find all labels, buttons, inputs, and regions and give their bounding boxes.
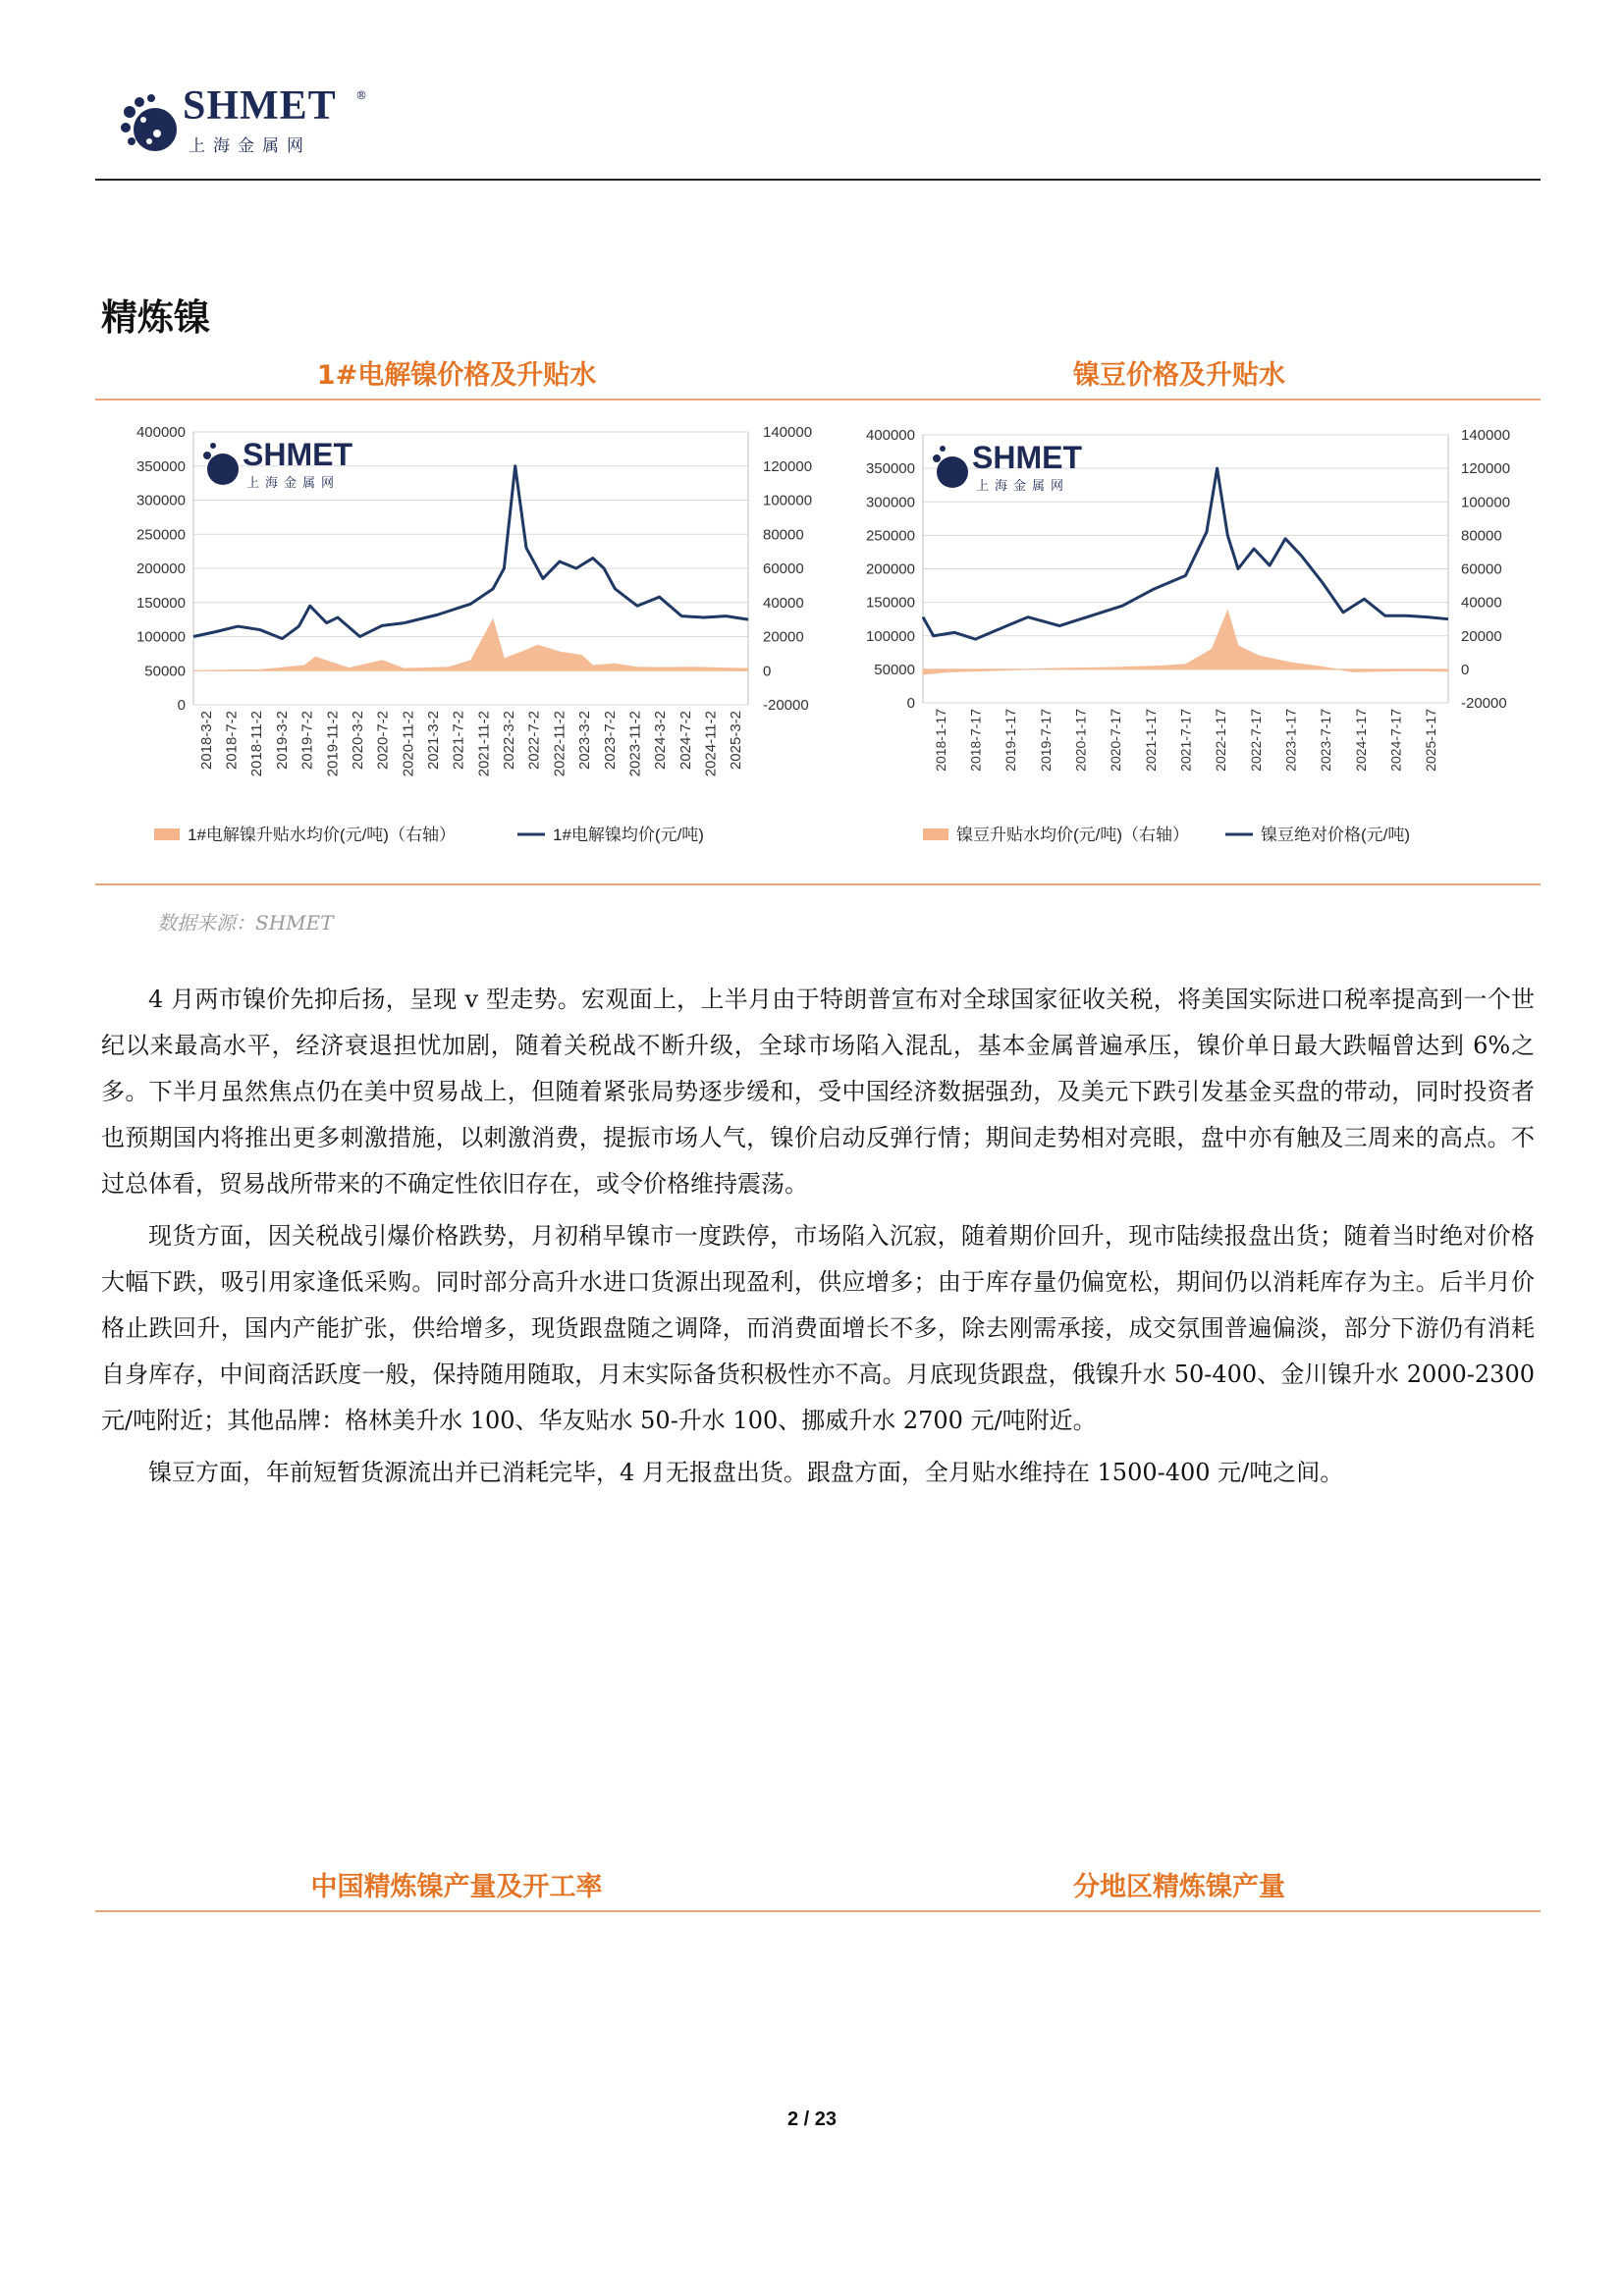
x-tick-label: 2018-11-2 bbox=[248, 711, 266, 777]
chart-electrolytic-nickel bbox=[95, 410, 851, 857]
y-left-tick-label: 300000 bbox=[865, 494, 915, 511]
y-right-tick-label: 60000 bbox=[1461, 561, 1502, 578]
y-left-tick-label: 0 bbox=[177, 697, 186, 714]
x-tick-label: 2019-11-2 bbox=[324, 711, 342, 777]
x-tick-label: 2020-3-2 bbox=[349, 711, 366, 771]
logo-registered: ® bbox=[355, 88, 367, 102]
x-tick-label: 2024-3-2 bbox=[652, 711, 670, 771]
x-tick-label: 2021-7-2 bbox=[450, 711, 467, 771]
x-tick-label: 2024-7-17 bbox=[1387, 709, 1404, 772]
x-tick-label: 2021-11-2 bbox=[475, 711, 493, 777]
x-tick-label: 2021-1-17 bbox=[1142, 709, 1159, 772]
chart-bottom-rule bbox=[95, 883, 1541, 885]
x-tick-label: 2022-3-2 bbox=[501, 711, 518, 771]
chart-title-regional: 分地区精炼镍产量 bbox=[1073, 1872, 1285, 1902]
x-tick-label: 2018-7-17 bbox=[967, 709, 984, 772]
paragraph-3: 镍豆方面，年前短暂货源流出并已消耗完毕，4 月无报盘出货。跟盘方面，全月贴水维持在 1500-400 元/吨之间。 bbox=[148, 1459, 1344, 1486]
watermark-subtext: 上海金属网 bbox=[976, 478, 1070, 493]
x-tick-label: 2019-3-2 bbox=[273, 711, 291, 771]
x-tick-label: 2024-11-2 bbox=[702, 711, 720, 777]
legend bbox=[154, 826, 704, 844]
y-left-tick-label: 400000 bbox=[865, 427, 915, 444]
x-tick-label: 2022-7-2 bbox=[525, 711, 543, 771]
y-left-tick-label: 200000 bbox=[135, 561, 186, 577]
legend bbox=[923, 826, 1410, 844]
watermark-dot bbox=[940, 446, 946, 452]
logo-dots-icon bbox=[118, 90, 187, 159]
watermark-dot bbox=[203, 452, 211, 459]
y-left-tick-label: 150000 bbox=[135, 594, 186, 612]
chart-nickel-beans bbox=[854, 410, 1542, 857]
watermark-logo-icon bbox=[937, 456, 968, 488]
series-premium-area bbox=[193, 619, 748, 670]
y-right-tick-label: 0 bbox=[763, 663, 772, 680]
legend-label: 镍豆升贴水均价(元/吨)（右轴） bbox=[956, 826, 1190, 844]
y-left-tick-label: 200000 bbox=[865, 561, 915, 578]
y-right-tick-label: 40000 bbox=[1461, 594, 1502, 612]
y-right-tick-label: 140000 bbox=[1461, 427, 1511, 444]
y-right-tick-label: 120000 bbox=[1461, 460, 1511, 478]
series-premium-area bbox=[923, 611, 1448, 674]
x-tick-label: 2019-1-17 bbox=[1002, 709, 1019, 772]
paragraph-1: 4 月两市镍价先抑后扬，呈现 v 型走势。宏观面上，上半月由于特朗普宣布对全球国家征收关税，将美国实际进口税率提高到一个世纪以来最高水平，经济衰退担忧加剧，随着关税战不断升级，全球市场陷入混乱，基本金属普遍承压，镍价单日最大跌幅曾达到 6%之多。下半月虽然焦点仍在美中贸易战上，但随着紧张局势逐步缓和，受中国经济数据强劲，及美元下跌引发基金买盘的带动，同时投资者也预期国内将推出更多刺激措施，以刺激消费，提振市场人气，镍价启动反弹行情；期间走势相对亮眼，盘中亦有触及三周来的高点。不过总体看，贸易战所带来的不确定性依旧存在，或令价格维持震荡。 bbox=[101, 986, 1535, 1198]
y-left-tick-label: 100000 bbox=[135, 628, 186, 646]
legend-swatch-area bbox=[923, 828, 948, 840]
x-tick-label: 2023-3-2 bbox=[576, 711, 594, 771]
chart-title-right: 镍豆价格及升贴水 bbox=[1073, 360, 1285, 391]
chart-top-rule bbox=[95, 399, 1541, 400]
y-left-tick-label: 0 bbox=[906, 695, 915, 712]
page-number: 2 / 23 bbox=[786, 2109, 838, 2130]
y-right-tick-label: 100000 bbox=[1461, 494, 1511, 511]
x-tick-label: 2024-1-17 bbox=[1352, 709, 1369, 772]
series-price-line bbox=[923, 468, 1448, 639]
y-right-tick-label: -20000 bbox=[1461, 695, 1507, 712]
series-price-line bbox=[193, 466, 748, 639]
watermark-logo-icon bbox=[207, 454, 239, 485]
chart-row2-rule bbox=[95, 1910, 1541, 1912]
x-tick-label: 2018-7-2 bbox=[223, 711, 241, 771]
logo-subtitle: 上海金属网 bbox=[189, 136, 311, 156]
x-tick-label: 2019-7-17 bbox=[1037, 709, 1054, 772]
x-tick-label: 2023-11-2 bbox=[626, 711, 644, 777]
y-right-tick-label: 20000 bbox=[763, 628, 804, 646]
y-right-tick-label: -20000 bbox=[763, 697, 809, 714]
x-tick-label: 2020-7-17 bbox=[1108, 709, 1124, 772]
watermark-dot bbox=[210, 443, 216, 449]
y-right-tick-label: 120000 bbox=[763, 457, 813, 475]
y-right-tick-label: 80000 bbox=[763, 526, 804, 544]
header-rule bbox=[95, 179, 1541, 181]
legend-label: 镍豆绝对价格(元/吨) bbox=[1261, 826, 1411, 844]
y-right-tick-label: 60000 bbox=[763, 561, 804, 577]
header-logo bbox=[118, 83, 373, 165]
x-tick-label: 2024-7-2 bbox=[677, 711, 694, 771]
watermark-subtext: 上海金属网 bbox=[246, 475, 341, 490]
x-tick-label: 2022-11-2 bbox=[551, 711, 568, 777]
x-tick-label: 2023-7-17 bbox=[1318, 709, 1334, 772]
legend-label: 1#电解镍均价(元/吨) bbox=[553, 826, 704, 844]
x-tick-label: 2020-1-17 bbox=[1072, 709, 1089, 772]
x-tick-label: 2020-7-2 bbox=[374, 711, 392, 771]
y-left-tick-label: 350000 bbox=[865, 460, 915, 478]
watermark bbox=[933, 440, 1082, 493]
x-tick-label: 2021-7-17 bbox=[1177, 709, 1194, 772]
watermark-text: SHMET bbox=[972, 440, 1082, 475]
data-source: 数据来源：SHMET bbox=[157, 911, 334, 934]
y-right-tick-label: 20000 bbox=[1461, 627, 1502, 645]
x-tick-label: 2025-1-17 bbox=[1423, 709, 1439, 772]
y-right-tick-label: 40000 bbox=[763, 594, 804, 612]
x-tick-label: 2020-11-2 bbox=[400, 711, 417, 777]
y-left-tick-label: 400000 bbox=[135, 424, 186, 441]
x-tick-label: 2022-7-17 bbox=[1247, 709, 1264, 772]
y-left-tick-label: 150000 bbox=[865, 594, 915, 612]
paragraph-2: 现货方面，因关税战引爆价格跌势，月初稍早镍市一度跌停，市场陷入沉寂，随着期价回升，现市陆续报盘出货；随着当时绝对价格大幅下跌，吸引用家逢低采购。同时部分高升水进口货源出现盈利，供应增多；由于库存量仍偏宽松，期间仍以消耗库存为主。后半月价格止跌回升，国内产能扩张，供给增多，现货跟盘随之调降，而消费面增长不多，除去刚需承接，成交氛围普遍偏淡，部分下游仍有消耗自身库存，中间商活跃度一般，保持随用随取，月末实际备货积极性亦不高。月底现货跟盘，俄镍升水 50-400、金川镍升水 2000-2300 元/吨附近；其他品牌：格林美升水 100、华友贴水 50-升水 100、挪威升水 2700 元/吨附近。 bbox=[101, 1222, 1535, 1434]
x-tick-label: 2019-7-2 bbox=[298, 711, 316, 771]
y-left-tick-label: 250000 bbox=[865, 527, 915, 545]
chart-title-left: 1#电解镍价格及升贴水 bbox=[316, 360, 597, 391]
logo-text: SHMET bbox=[183, 83, 337, 129]
y-left-tick-label: 50000 bbox=[144, 663, 186, 680]
x-tick-label: 2022-1-17 bbox=[1213, 709, 1229, 772]
y-right-tick-label: 0 bbox=[1461, 661, 1470, 678]
y-left-tick-label: 50000 bbox=[874, 661, 915, 678]
x-tick-label: 2018-1-17 bbox=[932, 709, 948, 772]
y-left-tick-label: 300000 bbox=[135, 492, 186, 509]
y-right-tick-label: 140000 bbox=[763, 424, 813, 441]
body-text bbox=[101, 977, 1535, 1496]
y-right-tick-label: 80000 bbox=[1461, 527, 1502, 545]
x-tick-label: 2023-7-2 bbox=[601, 711, 619, 771]
section-title: 精炼镍 bbox=[101, 296, 210, 339]
y-left-tick-label: 250000 bbox=[135, 526, 186, 544]
x-tick-label: 2021-3-2 bbox=[424, 711, 442, 771]
watermark-dot bbox=[933, 454, 941, 462]
legend-swatch-area bbox=[154, 828, 180, 840]
watermark bbox=[203, 437, 352, 490]
y-right-tick-label: 100000 bbox=[763, 492, 813, 509]
x-tick-label: 2025-3-2 bbox=[728, 711, 745, 771]
y-left-tick-label: 350000 bbox=[135, 457, 186, 475]
chart-title-output: 中国精炼镍产量及开工率 bbox=[310, 1872, 603, 1902]
legend-label: 1#电解镍升贴水均价(元/吨)（右轴） bbox=[188, 826, 456, 844]
y-left-tick-label: 100000 bbox=[865, 627, 915, 645]
x-tick-label: 2023-1-17 bbox=[1282, 709, 1299, 772]
watermark-text: SHMET bbox=[243, 437, 352, 472]
x-tick-label: 2018-3-2 bbox=[197, 711, 215, 771]
